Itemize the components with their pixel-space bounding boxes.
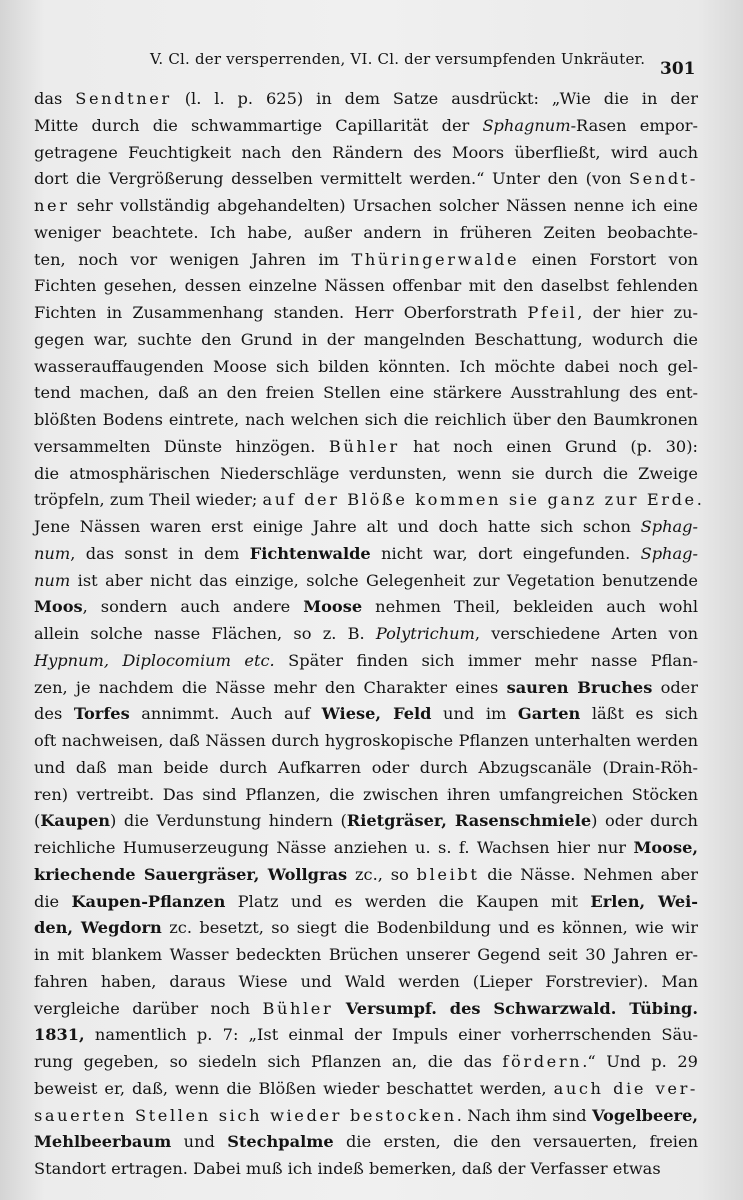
text-segment: Jene Nässen waren erst einige Jahre alt und doch hatte sich schon (34, 517, 641, 536)
text-segment: die ersten, die den versauerten, freien (333, 1132, 698, 1152)
text-segment: Kaupen-Pflanzen (71, 891, 226, 911)
text-segment: , der hier zu- (577, 303, 699, 322)
text-segment: Wiese, Feld (321, 704, 432, 724)
text-line (34, 728, 698, 755)
text-segment: Versumpf. des Schwarzwald. Tübing. (345, 998, 698, 1018)
text-segment: weniger beachtete. Ich habe, außer andern in früheren Zeiten beobachte- (34, 222, 698, 242)
text-line (34, 621, 698, 648)
text-segment: ten, noch vor wenigen Jahren im (34, 249, 352, 269)
text-segment: sehr vollständig abgehandelten) Ursachen solcher Nässen nenne ich eine (69, 196, 698, 215)
text-segment: auch die ver- (553, 1078, 698, 1098)
running-head: V. Cl. der versperrenden, VI. Cl. der versumpfenden Unkräuter. (150, 50, 646, 68)
text-segment: bleibt (416, 864, 480, 884)
text-segment: hat noch einen Grund (p. 30): (399, 436, 698, 456)
text-segment: ren) vertreibt. Das sind Pflanzen, die zwischen ihren umfangreichen Stöcken (34, 784, 698, 804)
text-segment: ner (34, 196, 70, 215)
page-header (0, 44, 743, 80)
text-segment: zc. besetzt, so siegt die Bodenbildung und es können, wie wir (161, 918, 698, 938)
text-line (34, 1049, 698, 1076)
text-segment: -Rasen empor- (570, 115, 698, 135)
text-line (34, 808, 698, 835)
text-segment: Kaupen (40, 811, 111, 831)
text-line (34, 889, 698, 916)
text-line (34, 193, 698, 220)
text-segment: die Nässe. Nehmen aber (479, 864, 699, 884)
text-segment: die atmosphärischen Niederschläge verdunsten, wenn sie durch die Zweige (34, 463, 698, 483)
text-line (34, 273, 698, 300)
text-line (34, 380, 698, 407)
text-line (34, 327, 698, 354)
text-line (34, 140, 698, 167)
text-segment: blößten Bodens eintrete, nach welchen sich die reichlich über den Baumkronen (34, 410, 698, 429)
text-segment: wasserauffaugenden Moose sich bilden könnten. Ich möchte dabei noch gel- (34, 356, 698, 376)
text-segment: .“ Und p. 29 (582, 1052, 698, 1071)
text-line (34, 247, 698, 274)
text-segment: annimmt. Auch auf (129, 704, 322, 724)
text-segment: sauerten Stellen sich wieder bestocken (34, 1105, 457, 1125)
text-line (34, 1129, 698, 1156)
text-segment: sauren Bruches (506, 677, 653, 697)
text-line (34, 862, 698, 889)
text-segment: Sendtner (75, 89, 172, 108)
text-line (34, 648, 698, 675)
text-line (34, 701, 698, 728)
text-segment: Garten (517, 704, 581, 724)
text-line (34, 594, 698, 621)
text-line (34, 996, 698, 1023)
text-segment: Hypnum, Diplocomium etc. (34, 650, 275, 670)
text-line (34, 541, 698, 568)
text-line (34, 1076, 698, 1103)
text-line (34, 166, 698, 193)
text-segment: einen Forstort von (519, 249, 698, 269)
text-segment: , sondern auch andere (82, 597, 304, 617)
text-line (34, 113, 698, 140)
text-segment: tröpfeln, zum Theil wieder; (34, 490, 263, 510)
text-segment: Moos (34, 597, 83, 617)
text-segment: Pfeil (527, 303, 578, 322)
text-segment: das (34, 89, 76, 108)
text-segment: oft nachweisen, daß Nässen durch hygroskopische Pflanzen unterhalten werden (34, 731, 698, 750)
text-segment (333, 999, 345, 1018)
text-segment: Mehlbeerbaum (34, 1132, 172, 1152)
text-segment: Sendt- (628, 169, 698, 189)
text-line (34, 487, 702, 514)
text-line (34, 1103, 698, 1130)
text-line (34, 1156, 698, 1183)
text-segment: Thüringerwalde (351, 249, 520, 269)
text-segment: (l. l. p. 625) in dem Satze ausdrückt: „Wie die in der (171, 89, 698, 108)
text-segment: , verschiedene Arten von (474, 624, 698, 643)
text-segment: reichliche Humuserzeugung Nässe anziehen u. s. f. Wachsen hier nur (34, 838, 634, 857)
text-line (34, 434, 698, 461)
text-line (34, 675, 698, 702)
text-line (34, 461, 698, 488)
text-line (34, 300, 698, 327)
text-segment: ist aber nicht das einzige, solche Gelegenheit zur Vegetation benutzende (70, 570, 698, 590)
text-segment: nehmen Theil, bekleiden auch wohl (362, 597, 698, 617)
text-segment: Torfes (73, 704, 130, 724)
text-segment: ( (34, 811, 41, 831)
text-line (34, 354, 698, 381)
text-segment: den, Wegdorn (34, 918, 162, 938)
text-segment: fahren haben, daraus Wiese und Wald werden (Lieper Forstrevier). Man (34, 971, 698, 991)
text-segment: in mit blankem Wasser bedeckten Brüchen unserer Gegend seit 30 Jahren er- (34, 945, 698, 964)
text-line (34, 568, 698, 595)
text-segment: versammelten Dünste hinzögen. (34, 436, 329, 456)
text-line (34, 969, 698, 996)
text-line (34, 514, 698, 541)
text-segment: läßt es sich (580, 704, 698, 724)
text-line (34, 86, 698, 113)
text-line (34, 942, 698, 969)
text-segment: Sphag- (640, 517, 698, 536)
text-segment: Mitte durch die schwammartige Capillarität der (34, 115, 483, 135)
text-segment: rung gegeben, so siedeln sich Pflanzen an, die das (34, 1052, 503, 1071)
text-segment: Moose (303, 597, 363, 617)
text-segment: und (171, 1132, 228, 1152)
text-segment: kriechende Sauergräser, Wollgras (34, 864, 348, 884)
text-segment: num (34, 570, 71, 590)
text-segment: namentlich p. 7: „Ist einmal der Impuls einer vorherrschenden Säu- (84, 1025, 698, 1045)
text-segment: Moose, (633, 838, 698, 857)
text-segment: Polytrichum (375, 624, 475, 643)
text-line (34, 1022, 698, 1049)
text-segment: des (34, 704, 74, 724)
text-segment: Bühler (328, 436, 400, 456)
text-segment: vergleiche darüber noch (34, 998, 263, 1018)
text-segment: Fichtenwalde (249, 543, 371, 563)
text-segment: getragene Feuchtigkeit nach den Rändern des Moors überfließt, wird auch (34, 142, 698, 162)
text-segment: Stechpalme (227, 1132, 334, 1152)
text-segment: Sphagnum (482, 115, 571, 135)
text-line (34, 835, 698, 862)
text-segment: , das sonst in dem (70, 543, 250, 563)
text-segment: beweist er, daß, wenn die Blößen wieder beschattet werden, (34, 1078, 554, 1098)
text-segment: ) oder durch (591, 811, 698, 831)
text-line (34, 407, 698, 434)
text-segment: num (34, 543, 71, 563)
text-segment: allein solche nasse Flächen, so z. B. (34, 624, 376, 643)
text-segment: Bühler (262, 998, 334, 1018)
text-segment: 1831, (34, 1025, 85, 1045)
text-segment: tend machen, daß an den freien Stellen eine stärkere Ausstrahlung des ent- (34, 383, 698, 403)
text-segment: ) die Verdunstung hindern ( (110, 811, 347, 831)
text-segment: Standort ertragen. Dabei muß ich indeß bemerken, daß der Verfasser etwas (34, 1159, 661, 1178)
text-segment: die (34, 891, 72, 911)
text-segment: Rietgräser, Rasenschmiele (346, 811, 592, 831)
text-segment: Vogelbeere, (591, 1105, 699, 1125)
text-segment: nicht war, dort eingefunden. (370, 543, 641, 563)
text-segment: gegen war, suchte den Grund in der mangelnden Beschattung, wodurch die (34, 329, 698, 349)
text-line (34, 755, 698, 782)
text-line (34, 782, 698, 809)
body-text (34, 86, 702, 1183)
text-segment: dort die Vergrößerung desselben vermittelt werden.“ Unter den (von (34, 169, 629, 189)
text-segment: Später finden sich immer mehr nasse Pflan- (274, 650, 698, 670)
text-segment: . Nach ihm sind (456, 1105, 592, 1125)
text-segment: Sphag- (640, 543, 698, 563)
text-segment: zen, je nachdem die Nässe mehr den Charakter eines (34, 677, 507, 697)
text-line (34, 220, 698, 247)
text-line (34, 915, 698, 942)
text-segment: oder (652, 677, 698, 697)
text-segment: zc., so (347, 864, 417, 884)
page-number: 301 (660, 59, 696, 79)
text-segment: Fichten in Zusammenhang standen. Herr Oberforstrath (34, 303, 528, 322)
text-segment: Erlen, Wei- (590, 891, 698, 911)
text-segment: Platz und es werden die Kaupen mit (225, 891, 591, 911)
text-segment: . (696, 490, 702, 510)
text-segment: auf der Blöße kommen sie ganz zur Erde (262, 490, 697, 510)
text-segment: und im (431, 704, 518, 724)
text-segment: fördern (502, 1052, 583, 1071)
text-segment: Fichten gesehen, dessen einzelne Nässen offenbar mit den daselbst fehlenden (34, 276, 698, 296)
text-segment: und daß man beide durch Aufkarren oder durch Abzugscanäle (Drain-Röh- (34, 757, 698, 777)
